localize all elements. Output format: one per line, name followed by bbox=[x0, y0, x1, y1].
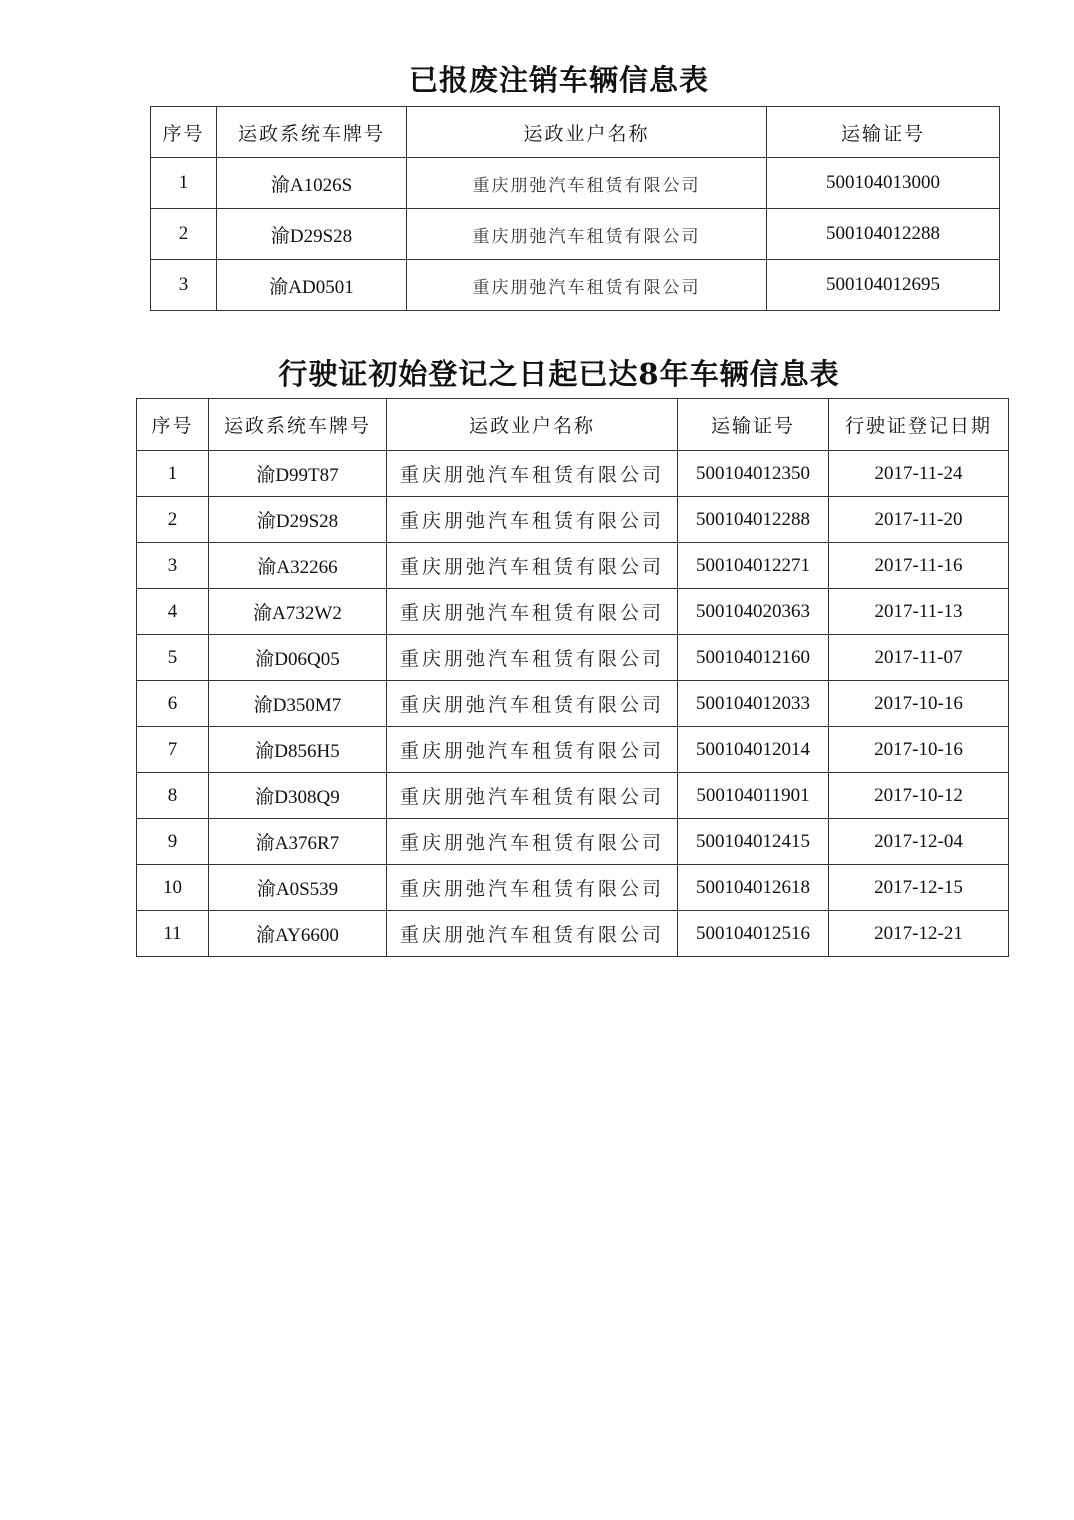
row-registration-date: 2017-10-16 bbox=[829, 681, 1009, 727]
table-row bbox=[151, 260, 1000, 311]
row-plate: 渝D308Q9 bbox=[209, 773, 387, 819]
table-row bbox=[137, 681, 1009, 727]
row-registration-date: 2017-12-04 bbox=[829, 819, 1009, 865]
row-index: 5 bbox=[137, 635, 209, 681]
table-row bbox=[137, 865, 1009, 911]
row-plate: 渝D99T87 bbox=[209, 451, 387, 497]
row-permit: 500104020363 bbox=[678, 589, 829, 635]
row-registration-date: 2017-10-12 bbox=[829, 773, 1009, 819]
row-registration-date: 2017-11-16 bbox=[829, 543, 1009, 589]
row-index: 10 bbox=[137, 865, 209, 911]
table-row bbox=[137, 819, 1009, 865]
row-company: 重庆朋弛汽车租赁有限公司 bbox=[387, 727, 678, 773]
row-registration-date: 2017-11-13 bbox=[829, 589, 1009, 635]
row-company: 重庆朋弛汽车租赁有限公司 bbox=[387, 773, 678, 819]
header-company: 运政业户名称 bbox=[387, 399, 678, 451]
header-permit: 运输证号 bbox=[767, 107, 1000, 158]
header-plate: 运政系统车牌号 bbox=[209, 399, 387, 451]
row-company: 重庆朋弛汽车租赁有限公司 bbox=[387, 451, 678, 497]
row-company: 重庆朋弛汽车租赁有限公司 bbox=[407, 158, 767, 209]
table-row bbox=[137, 497, 1009, 543]
row-plate: 渝D856H5 bbox=[209, 727, 387, 773]
row-company: 重庆朋弛汽车租赁有限公司 bbox=[407, 260, 767, 311]
row-permit: 500104012014 bbox=[678, 727, 829, 773]
row-plate: 渝AY6600 bbox=[209, 911, 387, 957]
row-index: 3 bbox=[137, 543, 209, 589]
header-index: 序号 bbox=[137, 399, 209, 451]
row-permit: 500104012288 bbox=[678, 497, 829, 543]
row-permit: 500104012160 bbox=[678, 635, 829, 681]
row-plate: 渝A732W2 bbox=[209, 589, 387, 635]
row-plate: 渝A1026S bbox=[217, 158, 407, 209]
row-index: 2 bbox=[137, 497, 209, 543]
eight-year-vehicles-table bbox=[136, 398, 1009, 957]
row-permit: 500104012350 bbox=[678, 451, 829, 497]
table-row bbox=[137, 589, 1009, 635]
table-row bbox=[137, 451, 1009, 497]
table-header-row bbox=[137, 399, 1009, 451]
row-company: 重庆朋弛汽车租赁有限公司 bbox=[387, 865, 678, 911]
row-permit: 500104012033 bbox=[678, 681, 829, 727]
row-index: 6 bbox=[137, 681, 209, 727]
row-permit: 500104013000 bbox=[767, 158, 1000, 209]
row-company: 重庆朋弛汽车租赁有限公司 bbox=[387, 681, 678, 727]
row-index: 4 bbox=[137, 589, 209, 635]
row-plate: 渝D350M7 bbox=[209, 681, 387, 727]
row-company: 重庆朋弛汽车租赁有限公司 bbox=[387, 911, 678, 957]
row-index: 7 bbox=[137, 727, 209, 773]
table-row bbox=[137, 911, 1009, 957]
row-company: 重庆朋弛汽车租赁有限公司 bbox=[387, 589, 678, 635]
row-plate: 渝AD0501 bbox=[217, 260, 407, 311]
row-permit: 500104012415 bbox=[678, 819, 829, 865]
eight-year-table-title: 行驶证初始登记之日起已达8年车辆信息表 bbox=[278, 357, 840, 391]
row-permit: 500104012618 bbox=[678, 865, 829, 911]
row-plate: 渝A0S539 bbox=[209, 865, 387, 911]
row-permit: 500104012271 bbox=[678, 543, 829, 589]
row-permit: 500104012695 bbox=[767, 260, 1000, 311]
row-plate: 渝D06Q05 bbox=[209, 635, 387, 681]
row-registration-date: 2017-11-07 bbox=[829, 635, 1009, 681]
row-plate: 渝D29S28 bbox=[217, 209, 407, 260]
header-plate: 运政系统车牌号 bbox=[217, 107, 407, 158]
table-row bbox=[137, 543, 1009, 589]
row-registration-date: 2017-10-16 bbox=[829, 727, 1009, 773]
row-index: 2 bbox=[151, 209, 217, 260]
row-company: 重庆朋弛汽车租赁有限公司 bbox=[407, 209, 767, 260]
table-row bbox=[137, 727, 1009, 773]
table-header-row bbox=[151, 107, 1000, 158]
table-row bbox=[137, 635, 1009, 681]
row-registration-date: 2017-11-20 bbox=[829, 497, 1009, 543]
table-row bbox=[151, 209, 1000, 260]
scrapped-table-title: 已报废注销车辆信息表 bbox=[408, 63, 709, 97]
header-index: 序号 bbox=[151, 107, 217, 158]
row-company: 重庆朋弛汽车租赁有限公司 bbox=[387, 635, 678, 681]
header-company: 运政业户名称 bbox=[407, 107, 767, 158]
row-permit: 500104012288 bbox=[767, 209, 1000, 260]
scrapped-vehicles-table bbox=[150, 106, 1000, 311]
row-plate: 渝A32266 bbox=[209, 543, 387, 589]
header-permit: 运输证号 bbox=[678, 399, 829, 451]
header-registration-date: 行驶证登记日期 bbox=[829, 399, 1009, 451]
row-index: 9 bbox=[137, 819, 209, 865]
row-index: 3 bbox=[151, 260, 217, 311]
row-index: 8 bbox=[137, 773, 209, 819]
row-plate: 渝D29S28 bbox=[209, 497, 387, 543]
row-company: 重庆朋弛汽车租赁有限公司 bbox=[387, 543, 678, 589]
row-index: 1 bbox=[137, 451, 209, 497]
row-index: 11 bbox=[137, 911, 209, 957]
row-registration-date: 2017-12-21 bbox=[829, 911, 1009, 957]
table-row bbox=[137, 773, 1009, 819]
row-plate: 渝A376R7 bbox=[209, 819, 387, 865]
row-registration-date: 2017-12-15 bbox=[829, 865, 1009, 911]
row-company: 重庆朋弛汽车租赁有限公司 bbox=[387, 497, 678, 543]
table-row bbox=[151, 158, 1000, 209]
row-company: 重庆朋弛汽车租赁有限公司 bbox=[387, 819, 678, 865]
row-registration-date: 2017-11-24 bbox=[829, 451, 1009, 497]
row-permit: 500104012516 bbox=[678, 911, 829, 957]
row-index: 1 bbox=[151, 158, 217, 209]
row-permit: 500104011901 bbox=[678, 773, 829, 819]
